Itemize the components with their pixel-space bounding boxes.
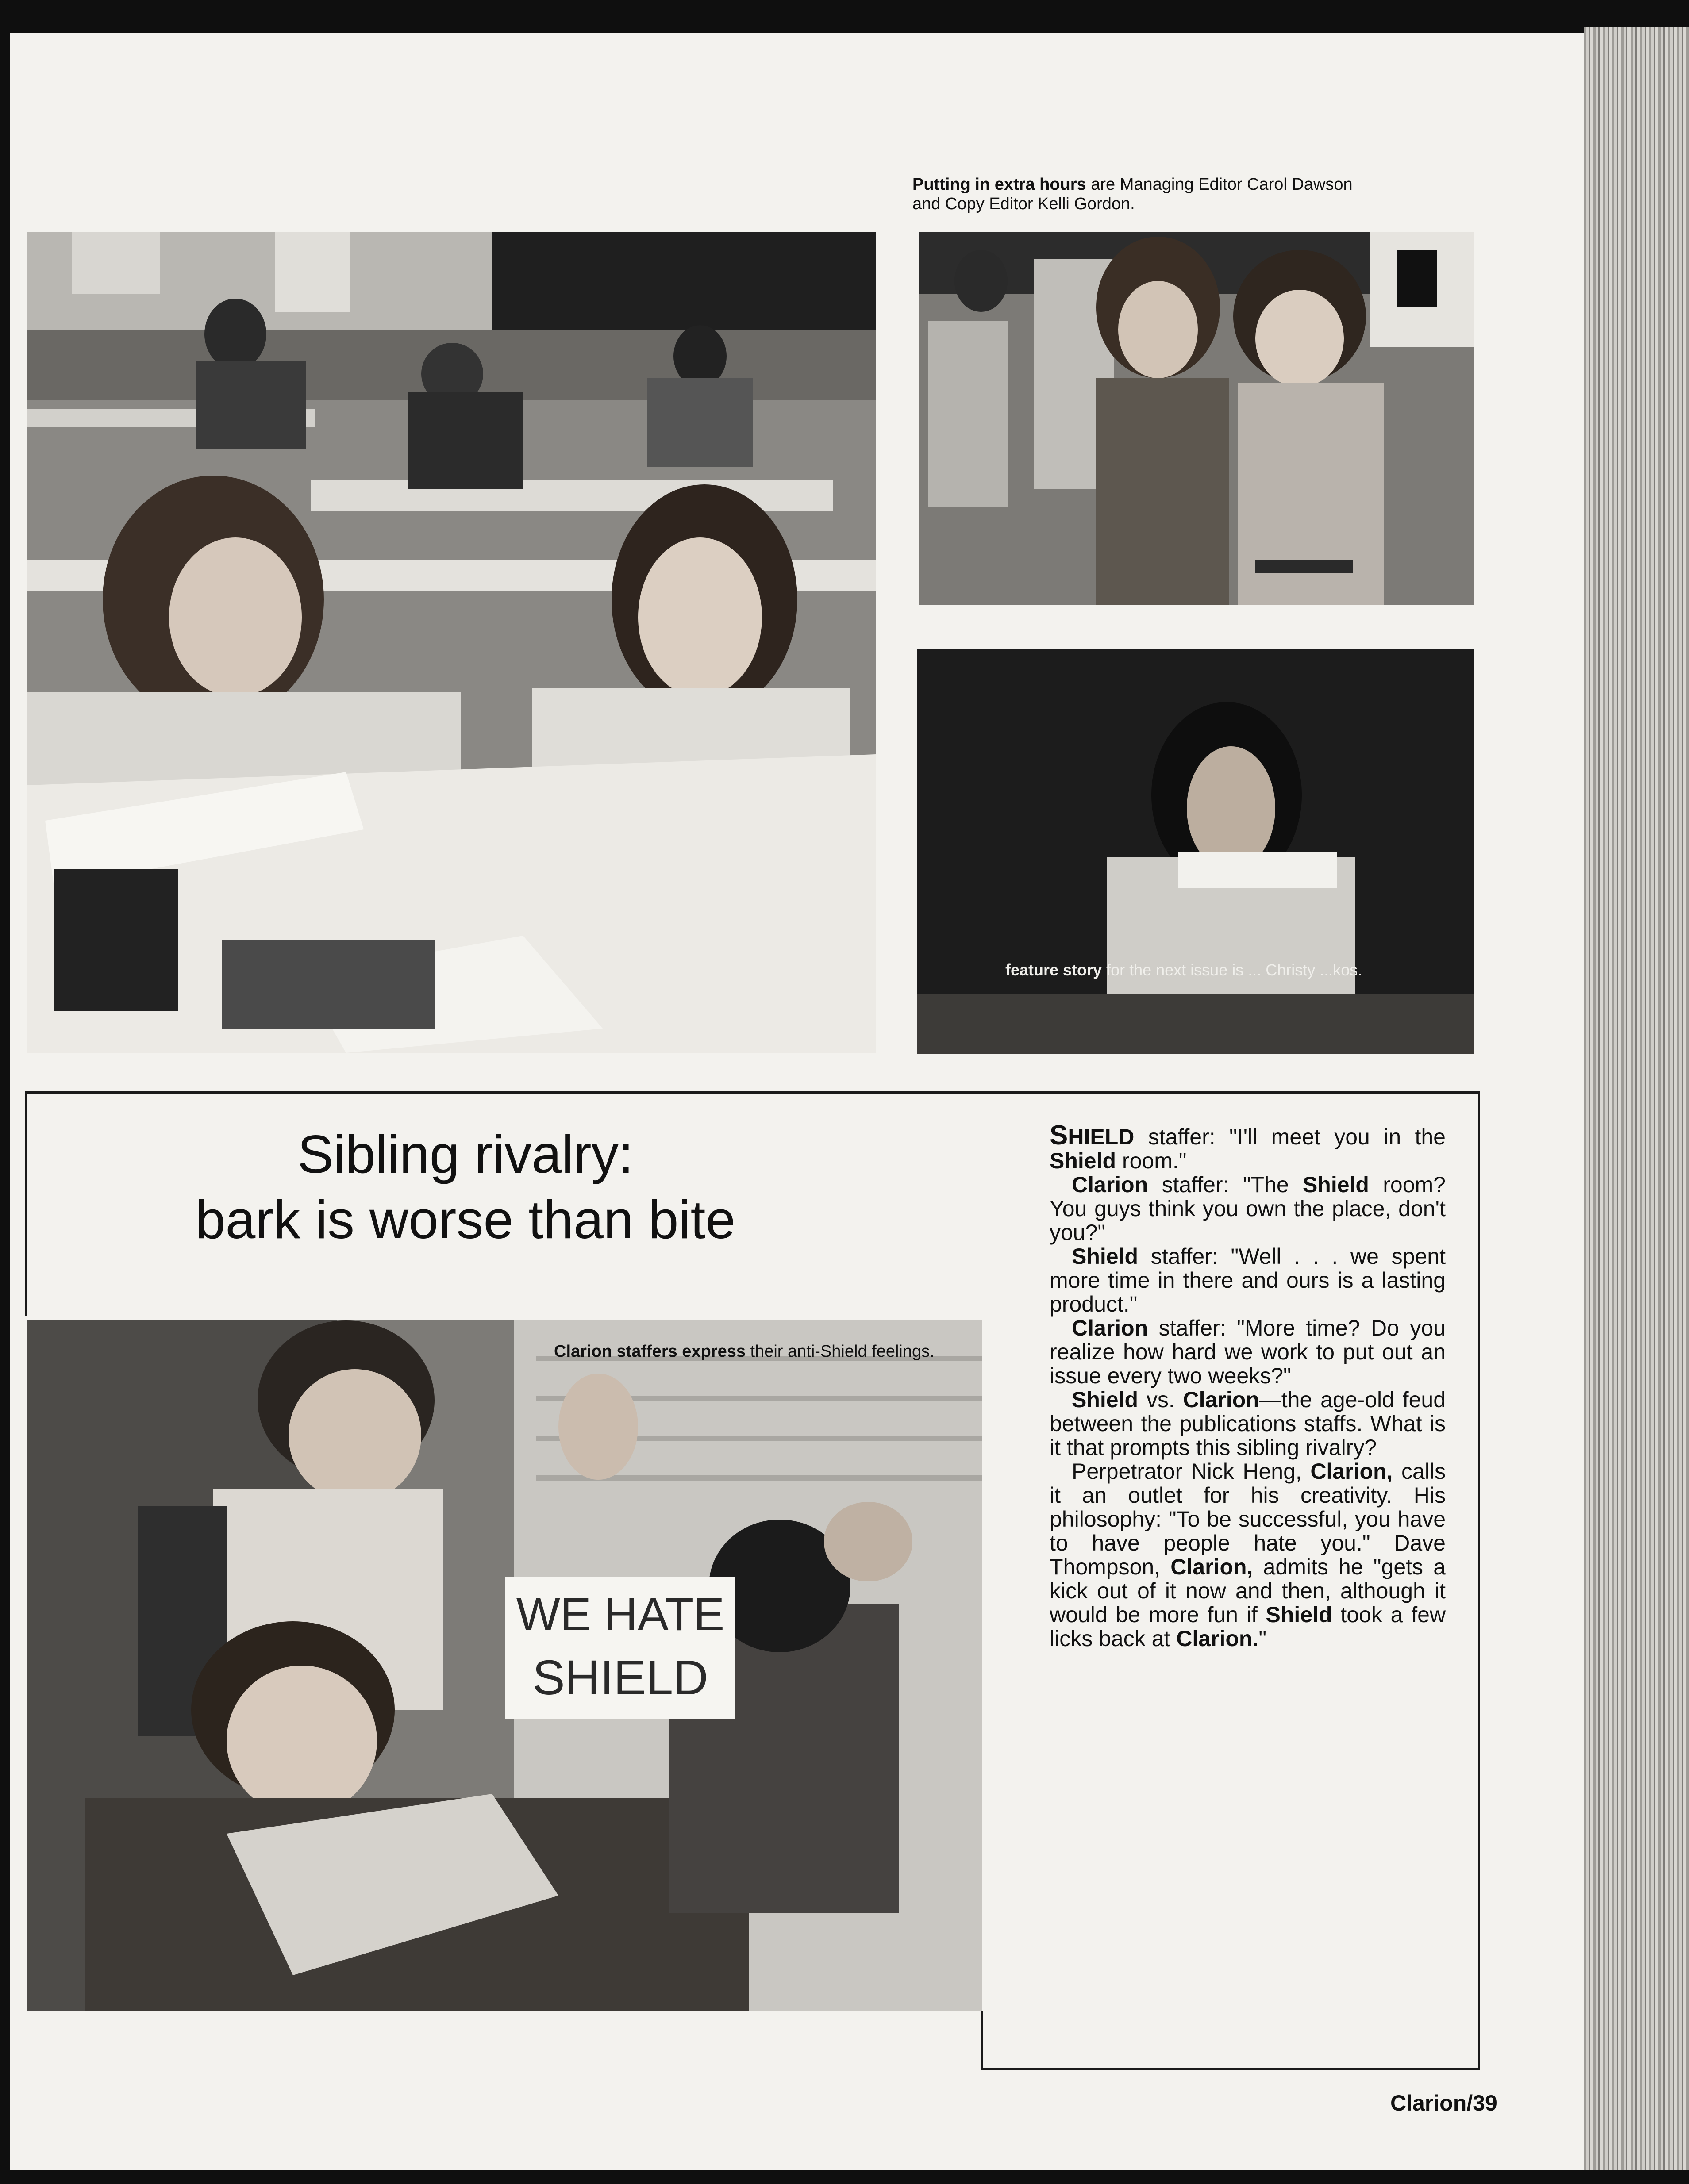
- typist-photo: [917, 649, 1474, 1054]
- bold-run: Clarion,: [1170, 1555, 1253, 1579]
- bold-run: Clarion,: [1310, 1459, 1393, 1484]
- bold-run: Clarion: [1183, 1387, 1259, 1412]
- staffers-caption-bold: Clarion staffers express: [554, 1342, 746, 1361]
- headline-line-1: Sibling rivalry:: [297, 1124, 634, 1184]
- headline-line-2: bark is worse than bite: [195, 1190, 736, 1250]
- article-box-inner-left: [981, 2011, 983, 2070]
- sign-line-1: WE HATE: [516, 1589, 725, 1640]
- text-run: staffer: "I'll meet you in the: [1134, 1125, 1446, 1149]
- scan-border-bottom: [0, 2170, 1689, 2184]
- article-box-right: [1478, 1091, 1480, 2070]
- editors-caption-bold: Putting in extra hours: [912, 175, 1086, 194]
- yearbook-page: [10, 33, 1584, 2170]
- article-paragraph: [1050, 1120, 1446, 1173]
- bold-run: Clarion.: [1176, 1626, 1259, 1651]
- text-run: calls it an outlet for his creativity. His philosophy: "To be successful, you have to have people hate you." Dave Thompson,: [1050, 1459, 1446, 1579]
- text-run: —the age-old feud between the publications staffs. What is it that prompts this sibling rivalry?: [1050, 1387, 1446, 1460]
- article-paragraph: [1050, 1173, 1446, 1244]
- editors-caption-text: are Managing Editor Carol Dawson and Copy Editor Kelli Gordon.: [912, 175, 1353, 213]
- editors-caption: [912, 175, 1355, 214]
- drop-cap: S: [1050, 1120, 1068, 1151]
- typist-caption: [1005, 961, 1466, 979]
- article-box-top: [25, 1091, 1480, 1094]
- bold-run: Clarion: [1072, 1316, 1148, 1340]
- staffers-caption-text: their anti-Shield feelings.: [745, 1342, 935, 1361]
- text-run: room.": [1116, 1148, 1187, 1173]
- scan-border-top: [0, 0, 1689, 33]
- text-run: took a few licks back at: [1050, 1602, 1446, 1651]
- bold-run: Shield: [1266, 1602, 1332, 1627]
- book-page-edges: [1584, 27, 1689, 2170]
- sign-line-2: SHIELD: [532, 1650, 708, 1705]
- text-run: vs.: [1138, 1387, 1183, 1412]
- typist-caption-bold: feature story: [1005, 961, 1102, 979]
- text-run: Perpetrator Nick Heng,: [1072, 1459, 1311, 1484]
- text-run: staffer: "The: [1148, 1172, 1303, 1197]
- text-run: room? You guys think you own the place, don't you?": [1050, 1172, 1446, 1245]
- bold-run: Shield: [1072, 1244, 1139, 1269]
- staffers-photo: [27, 1320, 982, 2011]
- article-paragraph: [1050, 1316, 1446, 1388]
- staffers-caption: [554, 1342, 961, 1361]
- typist-caption-text: for the next issue is ... Christy ...kos.: [1102, 961, 1362, 979]
- text-run: admits he "gets a kick out of it now and then, although it would be more fun if: [1050, 1555, 1446, 1627]
- article-body: [1050, 1120, 1446, 1651]
- bold-run: Shield: [1072, 1387, 1139, 1412]
- page-folio: Clarion/39: [1390, 2091, 1497, 2115]
- bold-run: Shield: [1302, 1172, 1369, 1197]
- article-paragraph: [1050, 1388, 1446, 1459]
- lead-word: HIELD: [1068, 1125, 1135, 1149]
- article-headline: [81, 1121, 850, 1252]
- editors-photo: [919, 232, 1474, 605]
- text-run: staffer: "More time? Do you realize how hard we work to put out an issue every two weeks?": [1050, 1316, 1446, 1388]
- scan-border-left: [0, 0, 10, 2184]
- text-run: ": [1258, 1626, 1267, 1651]
- article-paragraph: [1050, 1459, 1446, 1650]
- bold-run: Shield: [1050, 1148, 1116, 1173]
- article-box-bottom: [981, 2068, 1480, 2070]
- bold-run: Clarion: [1072, 1172, 1148, 1197]
- article-paragraph: [1050, 1244, 1446, 1316]
- classroom-photo: [27, 232, 876, 1053]
- article-box-left: [25, 1091, 27, 1316]
- text-run: staffer: "Well . . . we spent more time in there and ours is a lasting product.": [1050, 1244, 1446, 1317]
